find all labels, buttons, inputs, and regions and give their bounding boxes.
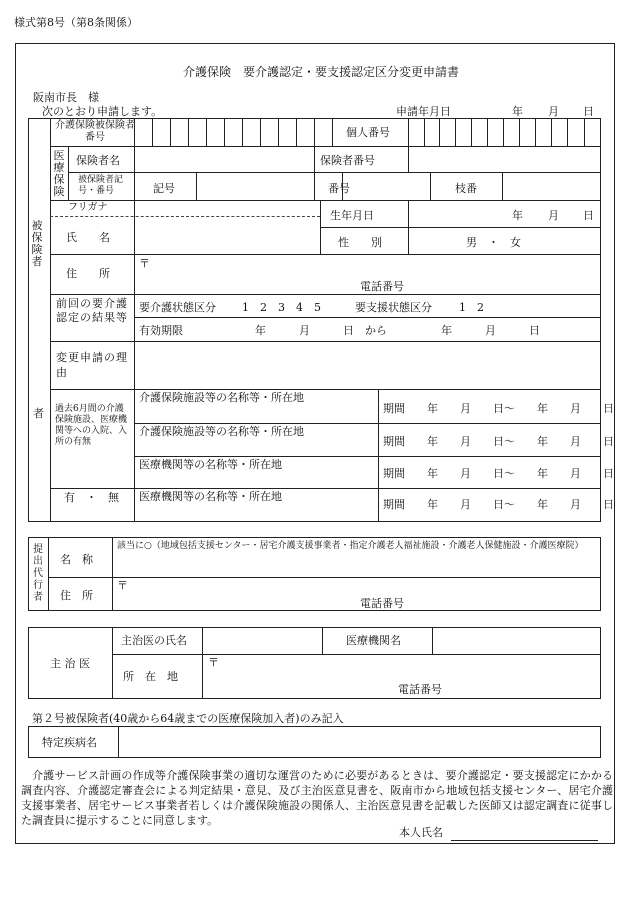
facility-row-4-label: 医療機関等の名称等・所在地 bbox=[139, 490, 282, 503]
insured-symbol-number-label: 被保険者記号・番号 bbox=[78, 175, 124, 196]
doctor-postal-mark: 〒 bbox=[208, 656, 219, 669]
address-field[interactable] bbox=[150, 256, 598, 278]
disease-label: 特定疾病名 bbox=[42, 736, 97, 749]
name-field[interactable] bbox=[135, 217, 319, 253]
location-field[interactable] bbox=[220, 656, 598, 680]
doctor-name-label: 主治医の氏名 bbox=[121, 634, 187, 647]
change-reason-field[interactable] bbox=[135, 342, 600, 388]
insured-number-label: 介護保険被保険者番号 bbox=[55, 120, 135, 143]
branch-label: 枝番 bbox=[455, 182, 477, 195]
address-phone-label: 電話番号 bbox=[360, 280, 404, 293]
care-level-label: 要介護状態区分 bbox=[139, 301, 216, 314]
furigana-label: フリガナ bbox=[68, 202, 108, 213]
presence-options[interactable]: 有 ・ 無 bbox=[64, 491, 119, 504]
agent-vertical-label: 提出代行者 bbox=[33, 544, 43, 603]
secondary-note: 第２号被保険者(40歳から64歳までの医療保険加入者)のみ記入 bbox=[32, 712, 344, 725]
application-day: 日 bbox=[583, 105, 594, 118]
support-level-label: 要支援状態区分 bbox=[355, 301, 432, 314]
agent-address-field[interactable] bbox=[128, 579, 598, 595]
furigana-field[interactable] bbox=[135, 201, 319, 216]
facility-row-1-label: 介護保険施設等の名称等・所在地 bbox=[139, 391, 304, 404]
agent-name-label: 名 称 bbox=[60, 553, 93, 566]
birth-year: 年 bbox=[512, 209, 523, 222]
institution-label: 医療機関名 bbox=[346, 634, 401, 647]
care-levels[interactable]: 1 2 3 4 5 bbox=[242, 301, 321, 314]
facility-history-label: 過去6月間の介護保険施設、医療機関等への入院、入所の有無 bbox=[55, 404, 128, 447]
application-year: 年 bbox=[512, 105, 523, 118]
facility-row-2-period[interactable]: 期間 年 月 日～ 年 月 日 bbox=[383, 435, 614, 448]
insured-vertical-tail: 者 bbox=[33, 407, 44, 420]
facility-row-3-period[interactable]: 期間 年 月 日～ 年 月 日 bbox=[383, 467, 614, 480]
doctor-name-field[interactable] bbox=[203, 628, 321, 653]
agent-address-label: 住 所 bbox=[60, 589, 93, 602]
facility-row-1-period[interactable]: 期間 年 月 日～ 年 月 日 bbox=[383, 402, 614, 415]
location-label: 所 在 地 bbox=[123, 670, 178, 683]
branch-field[interactable] bbox=[503, 173, 600, 199]
validity-from[interactable]: 年 月 日 から bbox=[255, 324, 387, 337]
birth-day: 日 bbox=[583, 209, 594, 222]
birth-label: 生年月日 bbox=[330, 209, 374, 222]
validity-label: 有効期限 bbox=[139, 324, 183, 337]
sex-label: 性 別 bbox=[338, 236, 382, 249]
number-field[interactable] bbox=[343, 173, 430, 199]
form-title: 介護保険 要介護認定・要支援認定区分変更申請書 bbox=[183, 65, 460, 79]
insured-vertical-label: 被保険者 bbox=[31, 219, 43, 268]
addressee: 阪南市長 様 bbox=[33, 91, 99, 104]
facility-row-2-label: 介護保険施設等の名称等・所在地 bbox=[139, 425, 304, 438]
disease-field[interactable] bbox=[119, 727, 600, 757]
institution-field[interactable] bbox=[433, 628, 600, 653]
birth-month: 月 bbox=[548, 209, 559, 222]
symbol-field[interactable] bbox=[197, 173, 313, 199]
individual-number-label: 個人番号 bbox=[346, 126, 390, 139]
facility-row-3-label: 医療機関等の名称等・所在地 bbox=[139, 458, 282, 471]
facility-row-4-period[interactable]: 期間 年 月 日～ 年 月 日 bbox=[383, 498, 614, 511]
validity-to[interactable]: 年 月 日 bbox=[441, 324, 540, 337]
form-id: 様式第8号（第8条関係） bbox=[14, 16, 138, 29]
number-label: 番号 bbox=[328, 182, 350, 195]
symbol-label: 記号 bbox=[153, 182, 175, 195]
insurer-number-label: 保険者番号 bbox=[320, 154, 375, 167]
name-label: 氏 名 bbox=[66, 231, 110, 244]
signature-line[interactable] bbox=[451, 840, 598, 841]
agent-postal-mark: 〒 bbox=[117, 579, 128, 592]
address-label: 住 所 bbox=[66, 267, 110, 280]
insurer-number-field[interactable] bbox=[409, 147, 600, 172]
doctor-label: 主 治 医 bbox=[50, 657, 90, 670]
sex-options[interactable]: 男 ・ 女 bbox=[466, 236, 521, 249]
intro-text: 次のとおり申請します。 bbox=[42, 105, 163, 118]
doctor-phone-label: 電話番号 bbox=[398, 683, 442, 696]
prev-cert-label: 前回の要介護認定の結果等 bbox=[56, 297, 128, 324]
support-levels[interactable]: 1 2 bbox=[459, 301, 484, 314]
consent-text: 介護サービス計画の作成等介護保険事業の適切な運営のために必要があるときは、要介護認定・要支援認定にかかる調査内容、介護認定審査会による判定結果・意見、及び主治医意見書を、阪南市から地域包括支援センター、居宅介護支援事業者、居宅サービス事業者若しくは介護保険施設の関係人、主治医意見書を記載した医師又は認定調査に従事した調査員に提示することに同意します。 bbox=[21, 769, 613, 827]
change-reason-label: 変更申請の理由 bbox=[56, 351, 128, 379]
address-postal-mark: 〒 bbox=[139, 257, 150, 270]
application-month: 月 bbox=[548, 105, 559, 118]
application-date-label: 申請年月日 bbox=[396, 105, 451, 118]
agent-phone-label: 電話番号 bbox=[360, 597, 404, 610]
agent-name-note[interactable]: 該当に○（地域包括支援センター・居宅介護支援事業者・指定介護老人福祉施設・介護老人保健施設・介護医療院） bbox=[117, 541, 584, 551]
insurer-name-field[interactable] bbox=[135, 147, 313, 172]
insurer-name-label: 保険者名 bbox=[76, 154, 120, 167]
medical-insurance-vertical: 医療保険 bbox=[53, 149, 65, 198]
signature-label: 本人氏名 bbox=[399, 826, 443, 839]
